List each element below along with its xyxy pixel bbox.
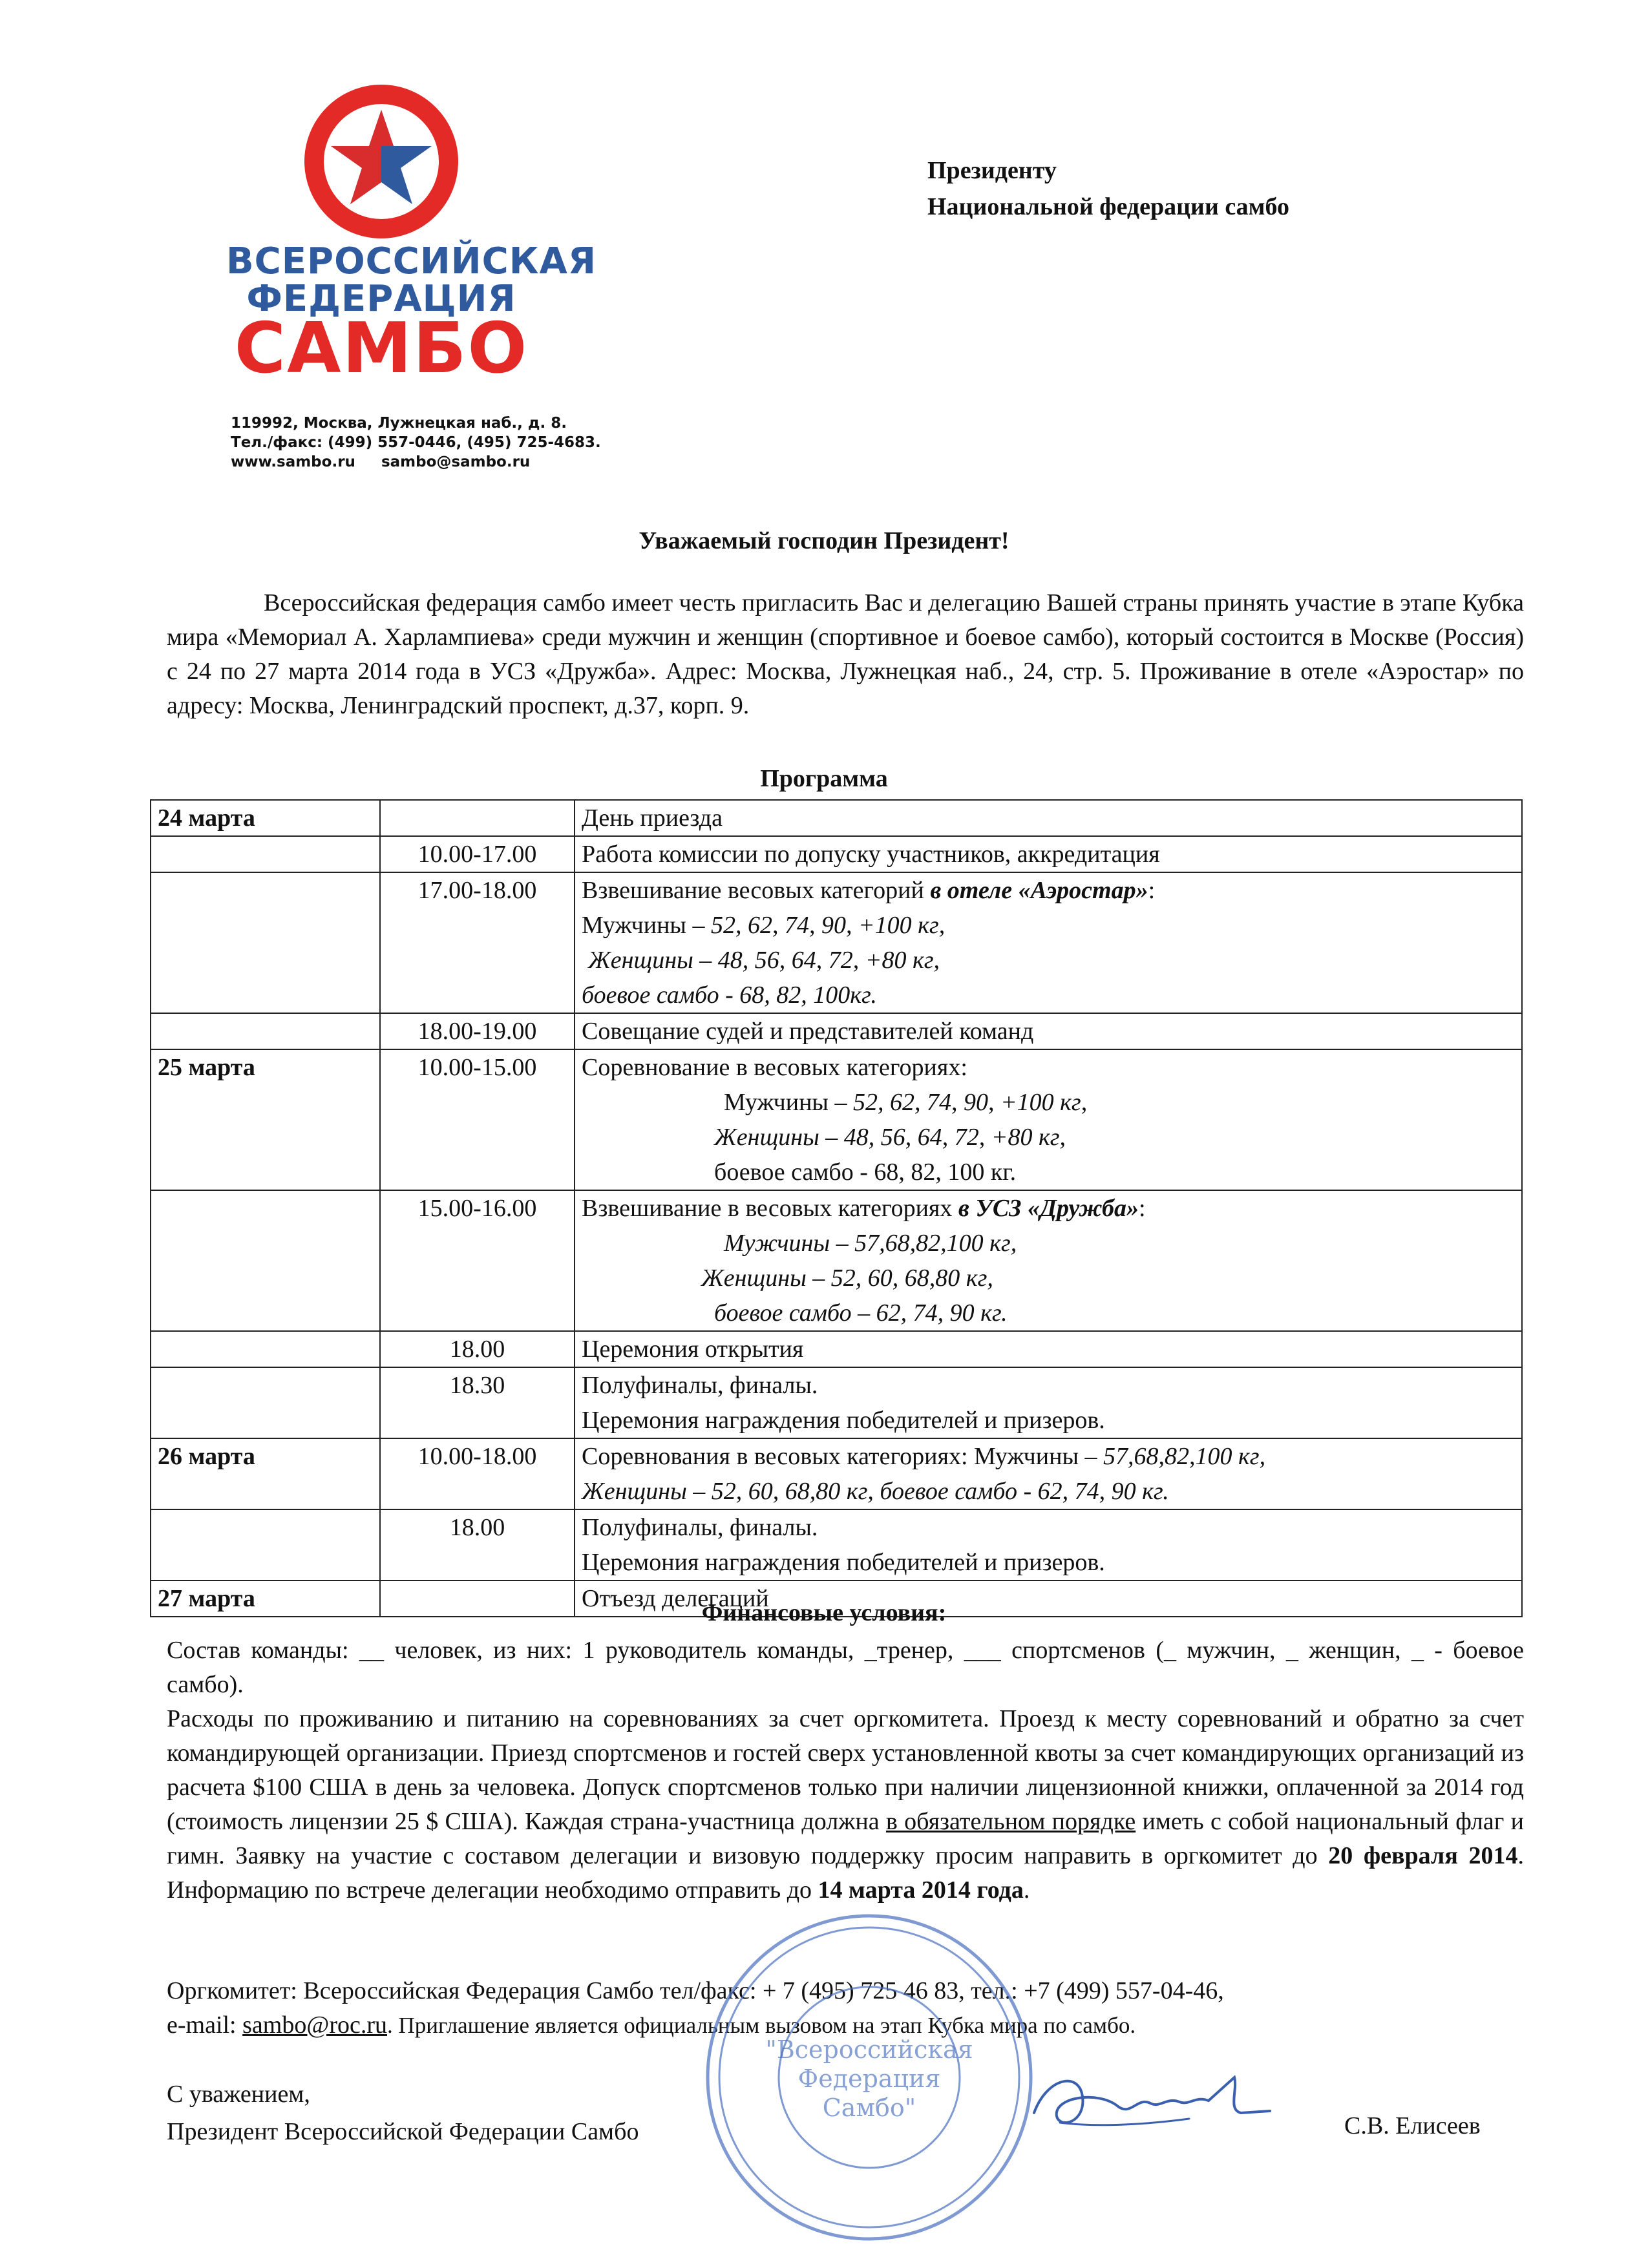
table-row	[151, 1049, 1522, 1190]
event-line	[582, 1195, 1146, 1222]
svg-text:Федерация: Федерация	[798, 2064, 941, 2093]
closing-block	[167, 2075, 639, 2150]
greeting: Уважаемый господин Президент!	[639, 527, 1009, 554]
table-row	[151, 1438, 1522, 1509]
event-line: Женщины – 48, 56, 64, 72, +80 кг,	[714, 1124, 1066, 1151]
row-event: Отъезд делегаций	[575, 1580, 1522, 1617]
signer-name: С.В. Елисеев	[1344, 2112, 1481, 2139]
finance-conditions	[167, 1702, 1524, 1907]
row-date	[151, 1509, 380, 1580]
row-event	[575, 1509, 1522, 1580]
intro-text: Всероссийская федерация самбо имеет честь пригласить Вас и делегацию Вашей страны принять участие в этапе Кубка мира «Мемориал А. Харлампиева» среди мужчин и женщин (спортивное и боевое самбо), который состоится в Москве (Россия) с 24 по 27 марта 2014 года в УСЗ «Дружба». Адрес: Москва, Лужнецкая наб., 24, стр. 5. Проживание в отеле «Аэростар» по адресу: Москва, Ленинградский проспект, д.37, корп. 9.	[167, 589, 1524, 719]
event-weights: – 52, 62, 74, 90, +100 кг,	[828, 1089, 1088, 1116]
email-link[interactable]: sambo@roc.ru	[242, 2011, 388, 2039]
row-date	[151, 1013, 380, 1049]
handwritten-signature-icon	[1021, 2052, 1280, 2148]
event-line: Женщины – 52, 60, 68,80 кг,	[701, 1265, 993, 1292]
letterhead-contacts	[231, 414, 601, 472]
finance-text: Расходы по проживанию и питанию на соревнованиях за счет оргкомитета. Проезд к месту соревнований и обратно за счет командирующей организации. Приезд спортсменов и гостей сверх установленной квоты за счет командирующих организаций из расчета $100 США в день за человека. Допуск спортсменов только при наличии лицензионной книжки, оплаченной за 2014 год (стоимость лицензии 25 $ США). Каждая страна-участница должна	[167, 1705, 1524, 1835]
logo-text-line1: ВСЕРОССИЙСКАЯ	[226, 240, 597, 282]
table-row	[151, 836, 1522, 872]
event-venue: в отеле «Аэростар»	[930, 877, 1148, 904]
svg-text:Самбо": Самбо"	[822, 2094, 916, 2122]
row-time: 18.30	[380, 1367, 575, 1438]
official-stamp-icon	[701, 1909, 1037, 2245]
row-event	[575, 1438, 1522, 1509]
event-text: Взвешивание в весовых категориях	[582, 1195, 958, 1222]
event-line: Женщины – 52, 60, 68,80 кг, боевое самбо - 62, 74, 90 кг.	[582, 1478, 1169, 1505]
intro-paragraph	[167, 586, 1524, 723]
event-text: Мужчины	[724, 1089, 829, 1116]
finance-text: .	[1023, 1876, 1030, 1904]
table-row	[151, 1509, 1522, 1580]
table-row	[151, 1013, 1522, 1049]
row-date: 26 марта	[151, 1438, 380, 1509]
svg-text:"Всероссийская: "Всероссийская	[765, 2035, 973, 2064]
addressee-block	[927, 152, 1289, 225]
row-time: 18.00	[380, 1509, 575, 1580]
contact-web: www.sambo.ru	[231, 454, 355, 470]
closing-regards: С уважением,	[167, 2081, 310, 2108]
table-row	[151, 800, 1522, 836]
event-line	[582, 912, 945, 939]
contact-phone: Тел./факс: (499) 557-0446, (495) 725-4683.	[231, 434, 601, 451]
event-line: Полуфиналы, финалы.	[582, 1514, 818, 1541]
orgcom-phones: Оргкомитет: Всероссийская Федерация Самбо тел/факс: + 7 (495) 725 46 83, тел.: +7 (499) 557-04-46,	[167, 1977, 1224, 2004]
row-event	[575, 1190, 1522, 1331]
event-line: Соревнование в весовых категориях:	[582, 1054, 967, 1081]
row-event	[575, 1367, 1522, 1438]
event-line	[582, 1085, 1515, 1120]
row-time	[380, 800, 575, 836]
row-time: 18.00-19.00	[380, 1013, 575, 1049]
row-event: День приезда	[575, 800, 1522, 836]
event-line: боевое самбо - 68, 82, 100 кг.	[714, 1159, 1017, 1186]
star-emblem-icon	[304, 84, 459, 239]
event-line: боевое самбо – 62, 74, 90 кг.	[714, 1299, 1008, 1327]
federation-logo	[226, 84, 597, 389]
finance-block	[167, 1633, 1524, 1907]
table-row	[151, 1190, 1522, 1331]
row-time: 17.00-18.00	[380, 872, 575, 1013]
row-event: Работа комиссии по допуску участников, аккредитация	[575, 836, 1522, 872]
table-row	[151, 872, 1522, 1013]
row-time: 18.00	[380, 1331, 575, 1367]
finance-title: Финансовые условия:	[701, 1599, 947, 1626]
event-line: боевое самбо - 68, 82, 100кг.	[582, 982, 877, 1009]
row-time: 10.00-17.00	[380, 836, 575, 872]
row-time: 15.00-16.00	[380, 1190, 575, 1331]
deadline-arrival-info: 14 марта 2014 года	[818, 1876, 1024, 1904]
event-colon: :	[1148, 877, 1156, 904]
finance-text: иметь с собой национальный флаг и гимн. Заявку на участие с составом делегации и визовую поддержку просим направить в оргкомитет до	[167, 1808, 1524, 1869]
event-text: Мужчины	[582, 912, 686, 939]
event-line	[582, 1443, 1265, 1470]
row-date	[151, 1367, 380, 1438]
row-event	[575, 872, 1522, 1013]
row-date: 25 марта	[151, 1049, 380, 1190]
table-row	[151, 1331, 1522, 1367]
event-colon: :	[1139, 1195, 1146, 1222]
finance-text: . Информацию по встрече делегации необходимо отправить до	[167, 1842, 1524, 1904]
logo-text-line2: ФЕДЕРАЦИЯ	[246, 278, 516, 320]
event-line: Полуфиналы, финалы.	[582, 1372, 818, 1399]
event-line: Церемония награждения победителей и призеров.	[582, 1407, 1105, 1434]
orgcom-note: . Приглашение является официальным вызовом на этап Кубка мира по самбо.	[387, 2013, 1136, 2038]
row-event: Церемония открытия	[575, 1331, 1522, 1367]
program-title: Программа	[760, 765, 888, 792]
contact-address: 119992, Москва, Лужнецкая наб., д. 8.	[231, 415, 567, 432]
row-time: 10.00-15.00	[380, 1049, 575, 1190]
event-weights: – 52, 62, 74, 90, +100 кг,	[686, 912, 945, 939]
finance-underlined: в обязательном порядке	[885, 1808, 1136, 1835]
logo-text-line3: САМБО	[234, 308, 529, 389]
row-date	[151, 1190, 380, 1331]
row-time: 10.00-18.00	[380, 1438, 575, 1509]
row-date: 24 марта	[151, 800, 380, 836]
row-event: Совещание судей и представителей команд	[575, 1013, 1522, 1049]
event-line: Церемония награждения победителей и призеров.	[582, 1549, 1105, 1576]
table-row	[151, 1367, 1522, 1438]
event-text: Взвешивание весовых категорий	[582, 877, 931, 904]
contact-email: sambo@sambo.ru	[381, 454, 531, 470]
event-line: Мужчины – 57,68,82,100 кг,	[724, 1230, 1017, 1257]
email-label: e-mail:	[167, 2011, 243, 2039]
event-weights: – 57,68,82,100 кг,	[1078, 1443, 1266, 1470]
program-table	[150, 799, 1523, 1617]
row-date	[151, 1331, 380, 1367]
addressee-line1: Президенту	[927, 157, 1057, 184]
row-date	[151, 836, 380, 872]
event-line: Женщины – 48, 56, 64, 72, +80 кг,	[588, 947, 940, 974]
row-event	[575, 1049, 1522, 1190]
deadline-application: 20 февраля 2014	[1328, 1842, 1518, 1869]
event-venue: в УСЗ «Дружба»	[958, 1195, 1139, 1222]
addressee-line2: Национальной федерации самбо	[927, 193, 1290, 220]
row-date	[151, 872, 380, 1013]
event-text: Соревнования в весовых категориях: Мужчины	[582, 1443, 1079, 1470]
contact-web-email	[231, 452, 601, 472]
row-date: 27 марта	[151, 1580, 380, 1617]
closing-position: Президент Всероссийской Федерации Самбо	[167, 2118, 639, 2145]
team-composition: Состав команды: __ человек, из них: 1 руководитель команды, _тренер, ___ спортсменов (_ мужчин, _ женщин, _ - боевое самбо).	[167, 1637, 1524, 1698]
event-line	[582, 877, 1155, 904]
